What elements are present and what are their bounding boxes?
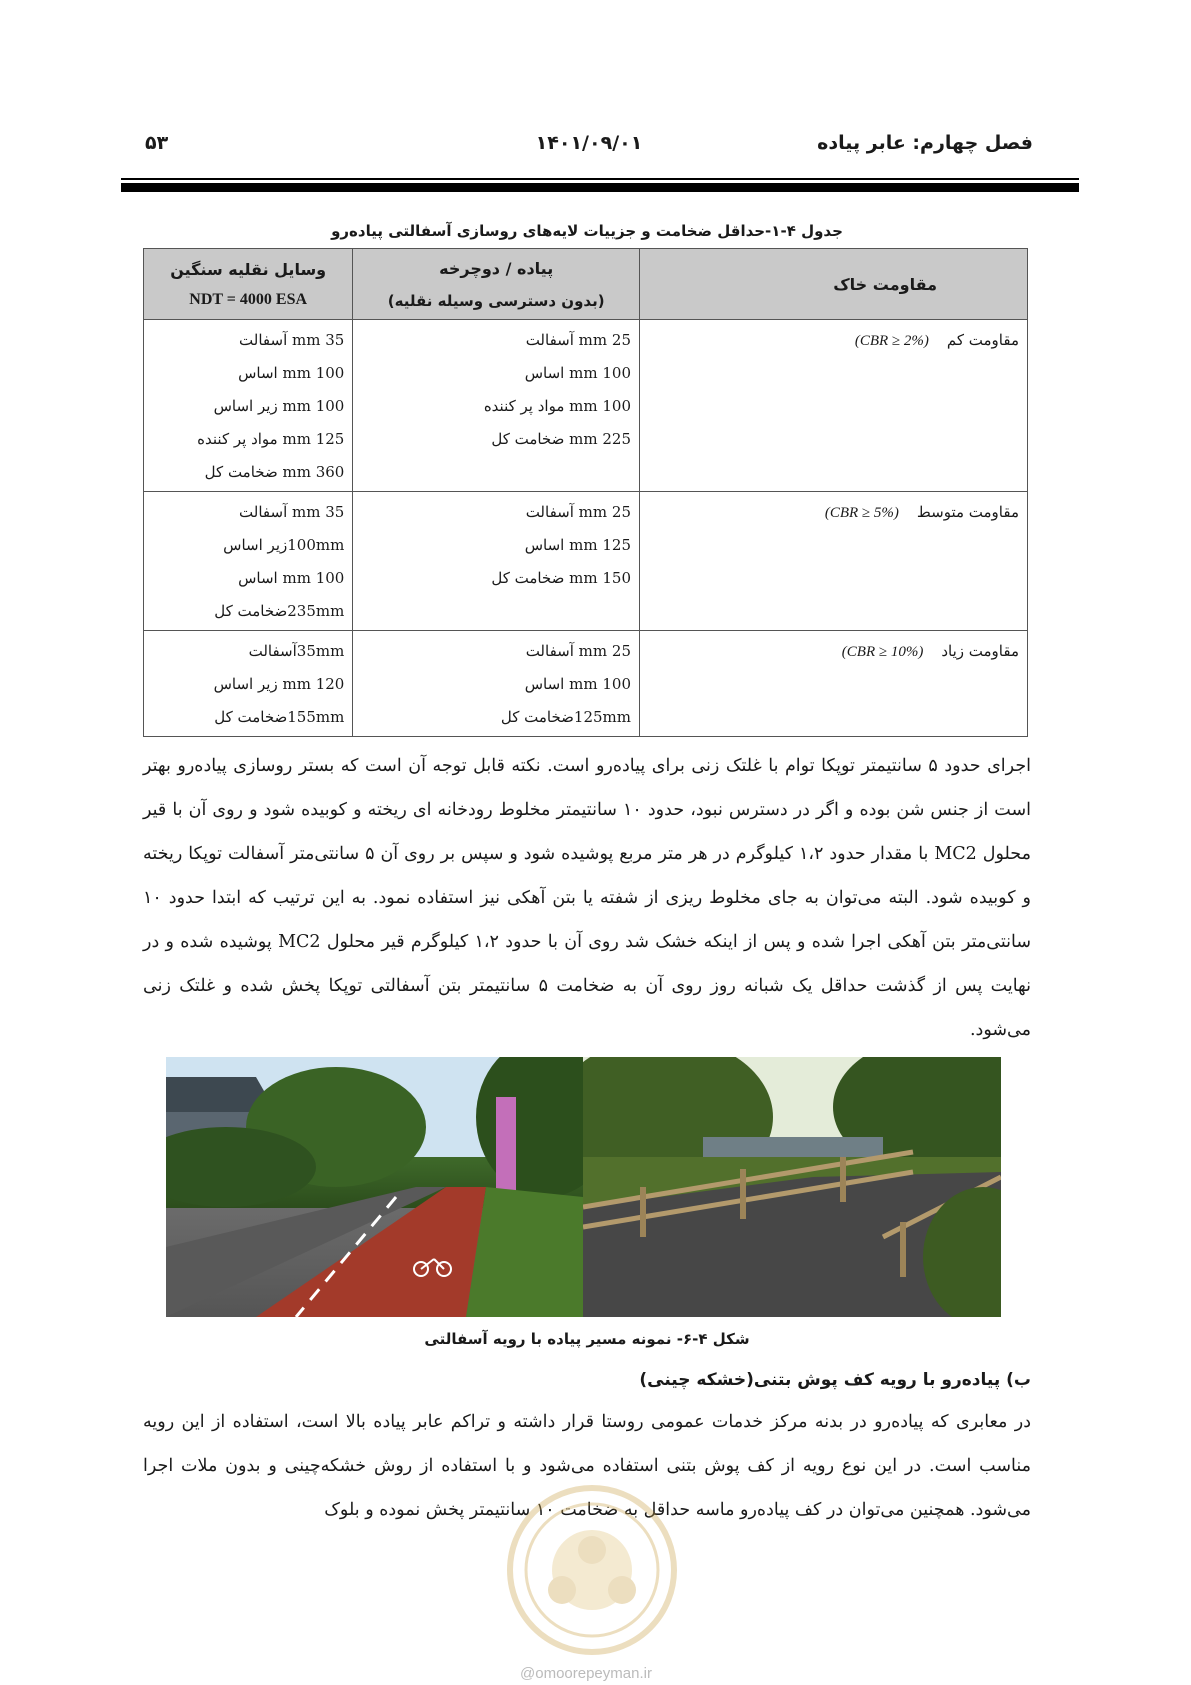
watermark-site: @omoorepeyman.ir (520, 1665, 652, 1682)
resistance-cell: مقاومت کم(CBR ≥ 2%) (640, 320, 1028, 492)
pavement-thickness-table (143, 248, 1028, 737)
table-row (144, 492, 1028, 631)
pedestrian-cell: 25 mm آسفالت 100 mm اساس 125mmضخامت کل (353, 631, 640, 737)
resistance-cell: مقاومت زیاد(CBR ≥ 10%) (640, 631, 1028, 737)
header-resistance: مقاومت خاک (640, 249, 1028, 320)
table-row (144, 320, 1028, 492)
cbr-label: (CBR ≥ 10%) (841, 644, 924, 660)
resistance-cell: مقاومت متوسط(CBR ≥ 5%) (640, 492, 1028, 631)
body-paragraph-2: در معابری که پیاده‌رو در بدنه مرکز خدمات عمومی روستا قرار داشته و تراکم عابر پیاده بالا است، استفاده از این رویه مناسب است. در این نوع رویه از کف پوش بتنی استفاده می‌شود و با استفاده از روش خشکه‌چینی و بدون ملات اجرا می‌شود. همچنین می‌توان در کف پیاده‌رو ماسه حداقل به ضخامت ۱۰ سانتیمتر پخش نموده و بلوک (143, 1412, 1031, 1520)
header-rule-thin (121, 178, 1079, 180)
table-header-row (144, 249, 1028, 320)
header-date: ۱۴۰۱/۰۹/۰۱ (535, 132, 643, 154)
table-caption: جدول ۴-۱-حداقل ضخامت و جزییات لایه‌های روسازی آسفالتی پیاده‌رو (331, 222, 843, 240)
pedestrian-cell: 25 mm آسفالت 125 mm اساس 150 mm ضخامت کل (353, 492, 640, 631)
header-rule-thick (121, 183, 1079, 192)
table-row (144, 631, 1028, 737)
walking-path-photo (583, 1057, 1001, 1317)
bike-path-photo (166, 1057, 583, 1317)
heavy-cell: 35 mm آسفالت 100 mm اساس 100 mm زیر اساس 125 mm مواد پر کننده 360 mm ضخامت کل (144, 320, 353, 492)
heavy-cell: 35mmآسفالت 120 mm زیر اساس 155mmضخامت کل (144, 631, 353, 737)
section-subheading: ب) پیاده‌رو با رویه کف پوش بتنی(خشکه چینی) (639, 1370, 1031, 1390)
header-heavy: وسایل نقلیه سنگین NDT = 4000 ESA (144, 249, 353, 320)
header-pedestrian: پیاده / دوچرخه (بدون دسترسی وسیله نقلیه) (353, 249, 640, 320)
watermark-seal-icon (502, 1480, 682, 1660)
page-header (145, 132, 1033, 162)
pedestrian-cell: 25 mm آسفالت 100 mm اساس 100 mm مواد پر کننده 225 mm ضخامت کل (353, 320, 640, 492)
cbr-label: (CBR ≥ 5%) (824, 505, 899, 521)
page-number: ۵۳ (145, 132, 169, 154)
figure-caption: شکل ۴-۶- نمونه مسیر پیاده با رویه آسفالتی (424, 1330, 750, 1348)
chapter-title: فصل چهارم: عابر پیاده (817, 132, 1033, 154)
body-paragraph-1: اجرای حدود ۵ سانتیمتر توپکا توام با غلتک زنی برای پیاده‌رو است. نکته قابل توجه آن است که بستر روسازی پیاده‌رو بهتر است از جنس شن بوده و اگر در دسترس نبود، حدود ۱۰ سانتیمتر مخلوط رودخانه ای ریخته و کوبیده شود و روی آن با قیر محلول MC2 با مقدار حدود ۱،۲ کیلوگرم در هر متر مربع پوشیده شود و سپس بر روی آن ۵ سانتی‌متر آسفالت توپکا ریخته و کوبیده شود. البته می‌توان به جای مخلوط ریزی از شفته یا بتن آهکی نیز استفاده نمود. به این ترتیب که ابتدا حدود ۱۰ سانتی‌متر بتن آهکی اجرا شده و پس از اینکه خشک شد روی آن با حدود ۱،۲ کیلوگرم قیر محلول MC2 پوشیده شده و در نهایت پس از گذشت حداقل یک شبانه روز روی آن به ضخامت ۵ سانتیمتر بتن آسفالتی توپکا پخش شده و غلتک زنی می‌شود. (143, 756, 1031, 1040)
walking-path-illustration (583, 1057, 1001, 1317)
bike-path-illustration (166, 1057, 583, 1317)
heavy-cell: 35 mm آسفالت 100mmزیر اساس 100 mm اساس 235mmضخامت کل (144, 492, 353, 631)
cbr-label: (CBR ≥ 2%) (854, 333, 929, 349)
header-pedestrian-sub: (بدون دسترسی وسیله نقلیه) (387, 291, 605, 310)
figure-photos (166, 1057, 1001, 1317)
header-heavy-ndt: NDT = 4000 ESA (189, 290, 308, 308)
